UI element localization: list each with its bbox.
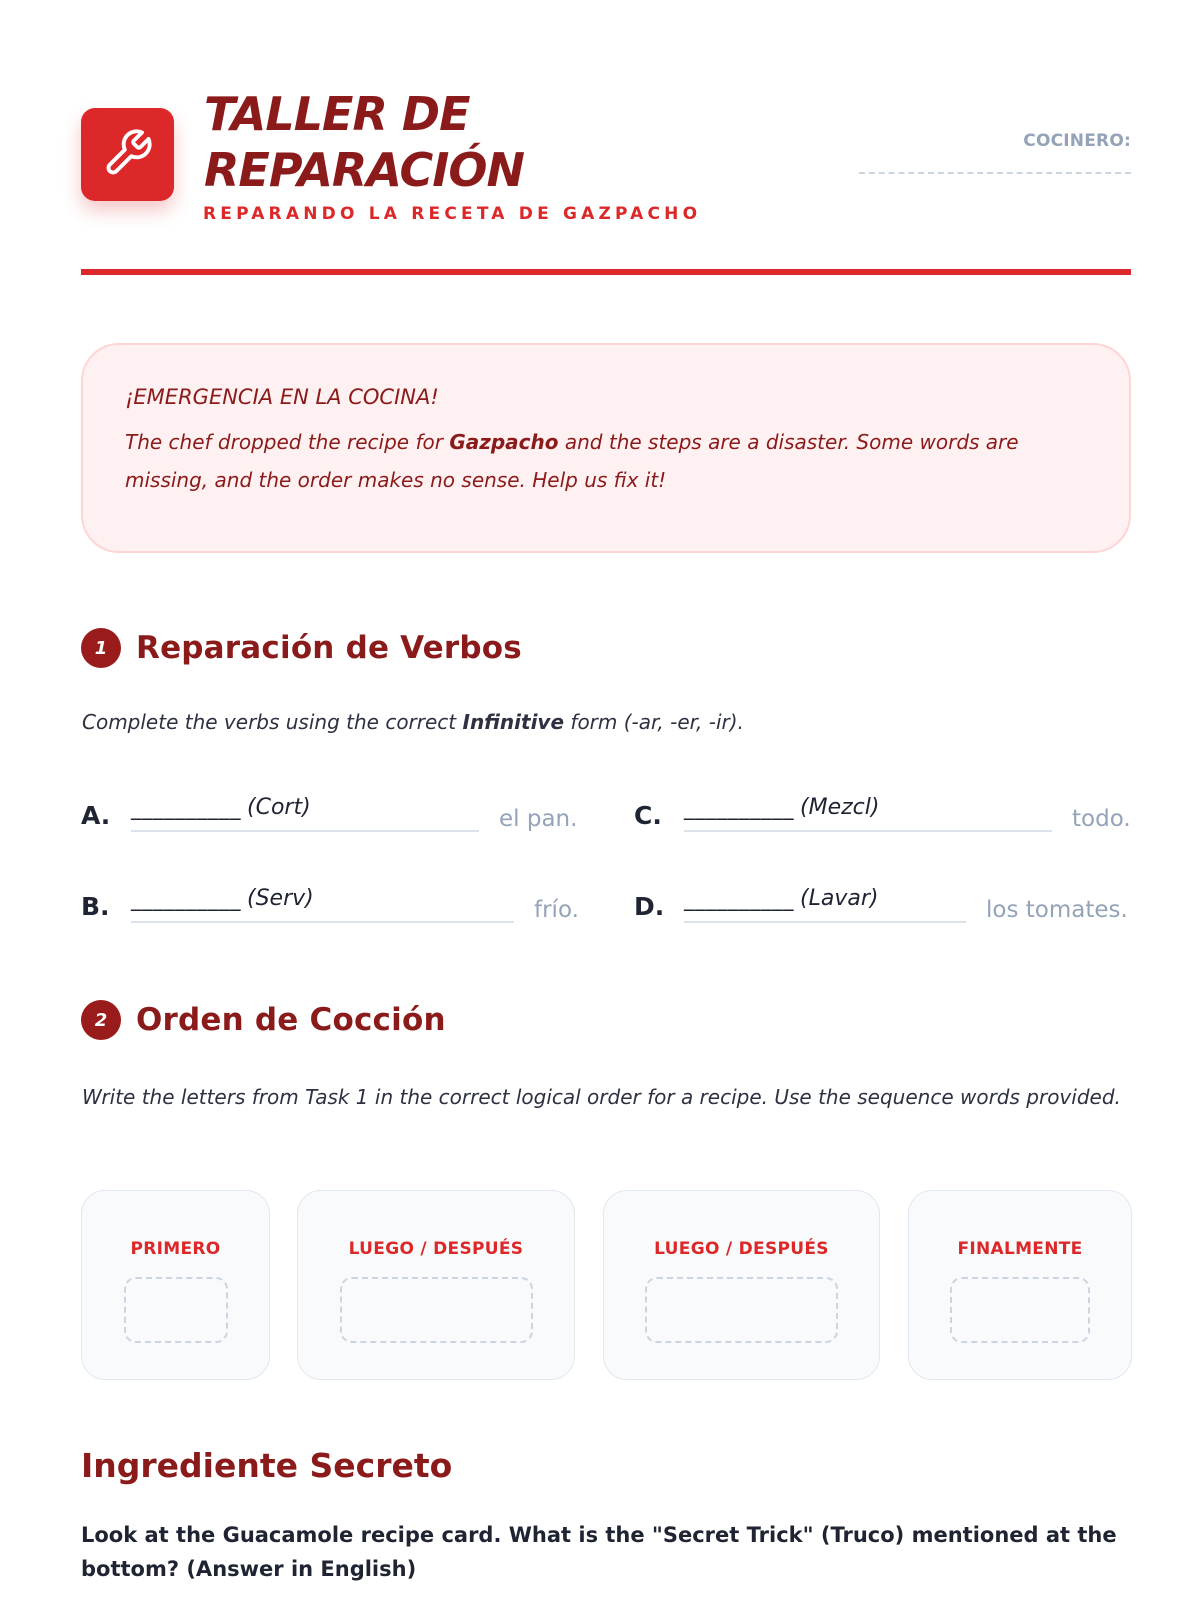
order-step-answer-box[interactable] <box>340 1277 533 1343</box>
verb-blank: __________ <box>684 887 794 911</box>
verb-answer-field[interactable] <box>684 786 1052 832</box>
verb-item-a <box>81 786 577 832</box>
verb-letter: A. <box>81 801 111 830</box>
secret-title: Ingrediente Secreto <box>81 1446 453 1485</box>
order-step-card <box>603 1190 880 1380</box>
alert-text <box>125 423 1085 499</box>
cook-name-field[interactable] <box>859 172 1131 174</box>
task2-title: Orden de Cocción <box>136 1002 446 1038</box>
verb-item-b <box>81 877 579 923</box>
alert-text-end: and the steps are a disaster. Some words are missing, and the order makes no sense. Help us fix it! <box>125 430 1019 492</box>
verb-blank: __________ <box>684 796 794 820</box>
verb-tail: todo. <box>1072 806 1131 832</box>
task1-instr-bold: Infinitive <box>462 710 565 734</box>
verb-hint: (Cort) <box>247 795 311 820</box>
verb-answer-field[interactable] <box>131 786 479 832</box>
order-step-label: LUEGO / DESPUÉS <box>654 1239 829 1259</box>
task1-heading <box>81 628 522 668</box>
verb-letter: D. <box>634 892 665 921</box>
order-step-card <box>297 1190 575 1380</box>
page-subtitle: REPARANDO LA RECETA DE GAZPACHO <box>203 204 702 224</box>
order-step-answer-box[interactable] <box>950 1277 1090 1343</box>
header-divider <box>81 269 1131 275</box>
cook-name-label: COCINERO: <box>1023 131 1131 151</box>
alert-text-start: The chef dropped the recipe for <box>125 430 450 454</box>
verb-tail: frío. <box>534 897 579 923</box>
order-step-answer-box[interactable] <box>645 1277 838 1343</box>
verb-answer-field[interactable] <box>684 877 966 923</box>
emergency-alert <box>81 343 1131 553</box>
task2-heading <box>81 1000 446 1040</box>
verb-item-c <box>634 786 1131 832</box>
task1-number-badge: 1 <box>81 628 121 668</box>
verb-hint: (Serv) <box>247 886 314 911</box>
alert-text-bold: Gazpacho <box>449 430 559 454</box>
logo <box>81 108 174 201</box>
verb-blank: __________ <box>131 796 241 820</box>
wrench-icon <box>102 127 154 183</box>
task1-instr-end: form (-ar, -er, -ir). <box>564 710 744 734</box>
order-step-label: PRIMERO <box>130 1239 221 1259</box>
alert-title: ¡EMERGENCIA EN LA COCINA! <box>125 385 439 409</box>
order-step-card <box>81 1190 270 1380</box>
verb-answer-field[interactable] <box>131 877 514 923</box>
order-step-answer-box[interactable] <box>124 1277 228 1343</box>
order-step-label: LUEGO / DESPUÉS <box>348 1239 524 1259</box>
task1-instructions <box>82 705 1132 739</box>
order-step-label: FINALMENTE <box>957 1239 1083 1259</box>
verb-letter: B. <box>81 892 110 921</box>
task1-instr-start: Complete the verbs using the correct <box>82 710 463 734</box>
secret-question: Look at the Guacamole recipe card. What is the "Secret Trick" (Truco) mentioned at the bottom? (Answer in English) <box>81 1523 1117 1581</box>
verb-tail: los tomates. <box>986 897 1128 923</box>
verb-hint: (Mezcl) <box>800 795 880 820</box>
verb-blank: __________ <box>131 887 241 911</box>
verb-item-d <box>634 877 1128 923</box>
order-step-card <box>908 1190 1132 1380</box>
page-title: TALLER DE REPARACIÓN <box>204 87 525 197</box>
task1-title: Reparación de Verbos <box>136 630 522 666</box>
verb-letter: C. <box>634 801 662 830</box>
verb-tail: el pan. <box>499 806 578 832</box>
verb-hint: (Lavar) <box>800 886 879 911</box>
task2-instructions: Write the letters from Task 1 in the correct logical order for a recipe. Use the sequence words provided. <box>82 1085 1121 1109</box>
task2-number-badge: 2 <box>81 1000 121 1040</box>
